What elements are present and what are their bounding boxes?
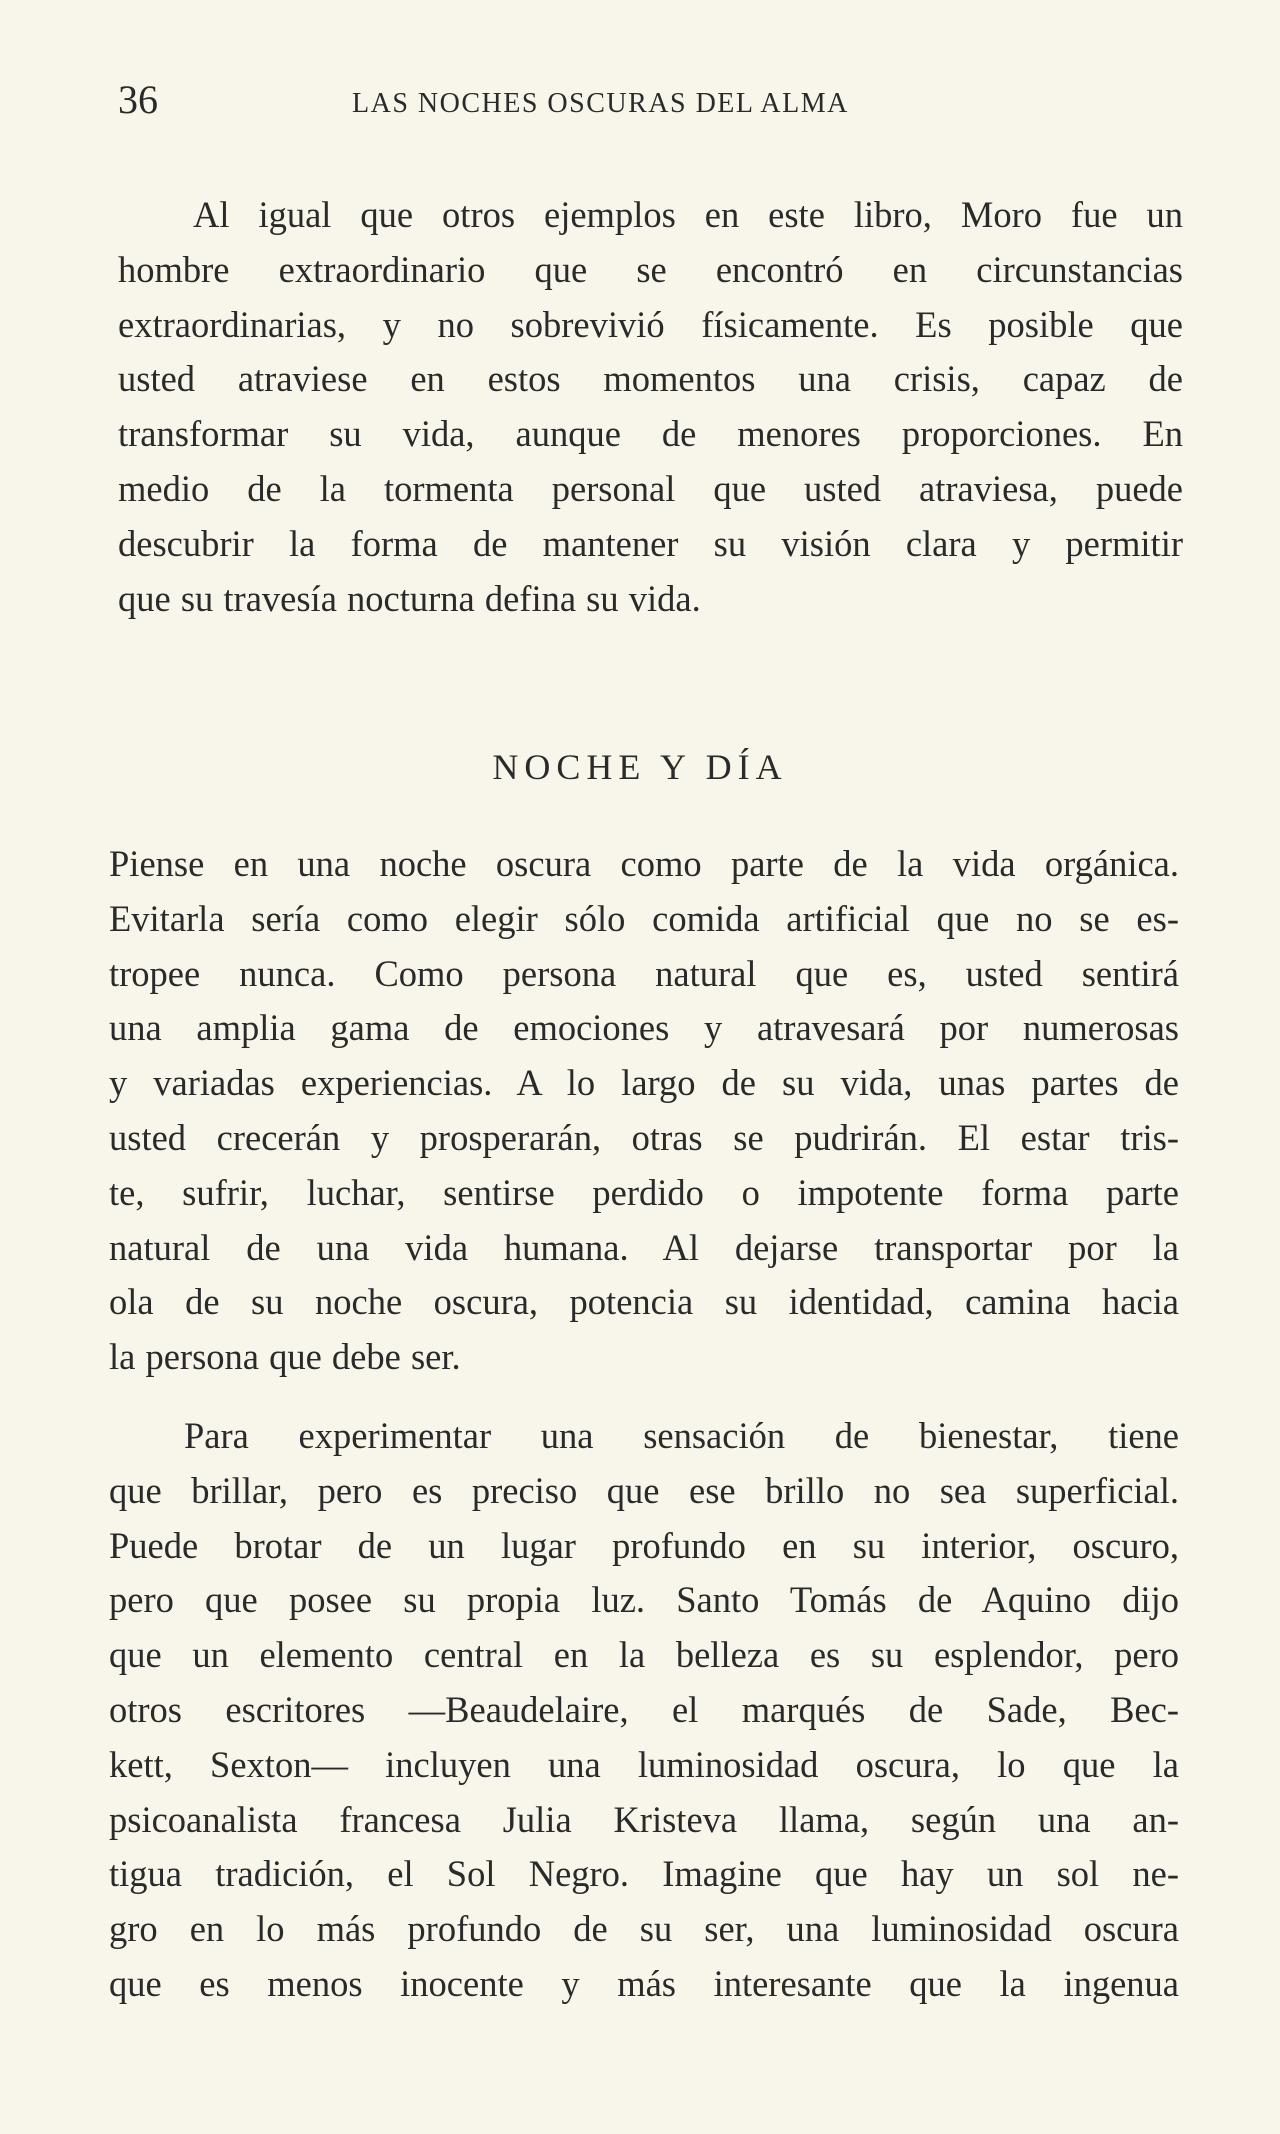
text-line: tropee nunca. Como persona natural que es, usted sentirá [109, 952, 1179, 994]
paragraph-intro [118, 188, 1183, 626]
text-line: extraordinarias, y no sobrevivió físicamente. Es posible que [118, 303, 1183, 345]
paragraph-noche-y-dia [109, 837, 1179, 1385]
text-line: medio de la tormenta personal que usted atraviesa, puede [118, 467, 1183, 509]
running-head: LAS NOCHES OSCURAS DEL ALMA [352, 88, 849, 119]
text-line: gro en lo más profundo de su ser, una luminosidad oscura [109, 1908, 1179, 1950]
text-line: que es menos inocente y más interesante que la ingenua [109, 1962, 1179, 2004]
text-line: que su travesía nocturna defina su vida. [118, 577, 701, 619]
text-line: transformar su vida, aunque de menores proporciones. En [118, 413, 1183, 455]
text-line: descubrir la forma de mantener su visión clara y permitir [118, 522, 1183, 564]
text-line: que brillar, pero es preciso que ese brillo no sea superficial. [109, 1469, 1179, 1511]
text-line: natural de una vida humana. Al dejarse transportar por la [109, 1226, 1179, 1268]
page-number: 36 [118, 77, 158, 122]
text-line: tigua tradición, el Sol Negro. Imagine que hay un sol ne- [109, 1853, 1179, 1895]
text-line: Al igual que otros ejemplos en este libro, Moro fue un [193, 194, 1183, 235]
text-line: Piense en una noche oscura como parte de la vida orgánica. [109, 843, 1179, 884]
text-line: ola de su noche oscura, potencia su identidad, camina hacia [109, 1281, 1179, 1323]
text-line: kett, Sexton— incluyen una luminosidad oscura, lo que la [109, 1743, 1179, 1785]
text-line: una amplia gama de emociones y atravesará por numerosas [109, 1007, 1179, 1049]
text-line: te, sufrir, luchar, sentirse perdido o impotente forma parte [109, 1171, 1179, 1213]
text-line: hombre extraordinario que se encontró en circunstancias [118, 248, 1183, 290]
text-line: Puede brotar de un lugar profundo en su interior, oscuro, [109, 1524, 1179, 1566]
text-line: otros escritores —Beaudelaire, el marqués de Sade, Bec- [109, 1688, 1179, 1730]
text-line: usted crecerán y prosperarán, otras se pudrirán. El estar tris- [109, 1116, 1179, 1158]
paragraph-sol-negro [109, 1409, 1179, 2012]
section-heading: NOCHE Y DÍA [492, 747, 788, 787]
text-line: Para experimentar una sensación de bienestar, tiene [184, 1415, 1179, 1456]
text-line: y variadas experiencias. A lo largo de su vida, unas partes de [109, 1062, 1179, 1104]
text-line: Evitarla sería como elegir sólo comida artificial que no se es- [109, 897, 1179, 939]
text-line: que un elemento central en la belleza es su esplendor, pero [109, 1634, 1179, 1676]
text-line: psicoanalista francesa Julia Kristeva llama, según una an- [109, 1798, 1179, 1840]
text-line: la persona que debe ser. [109, 1336, 461, 1378]
text-line: usted atraviese en estos momentos una crisis, capaz de [118, 358, 1183, 400]
text-line: pero que posee su propia luz. Santo Tomás de Aquino dijo [109, 1579, 1179, 1621]
